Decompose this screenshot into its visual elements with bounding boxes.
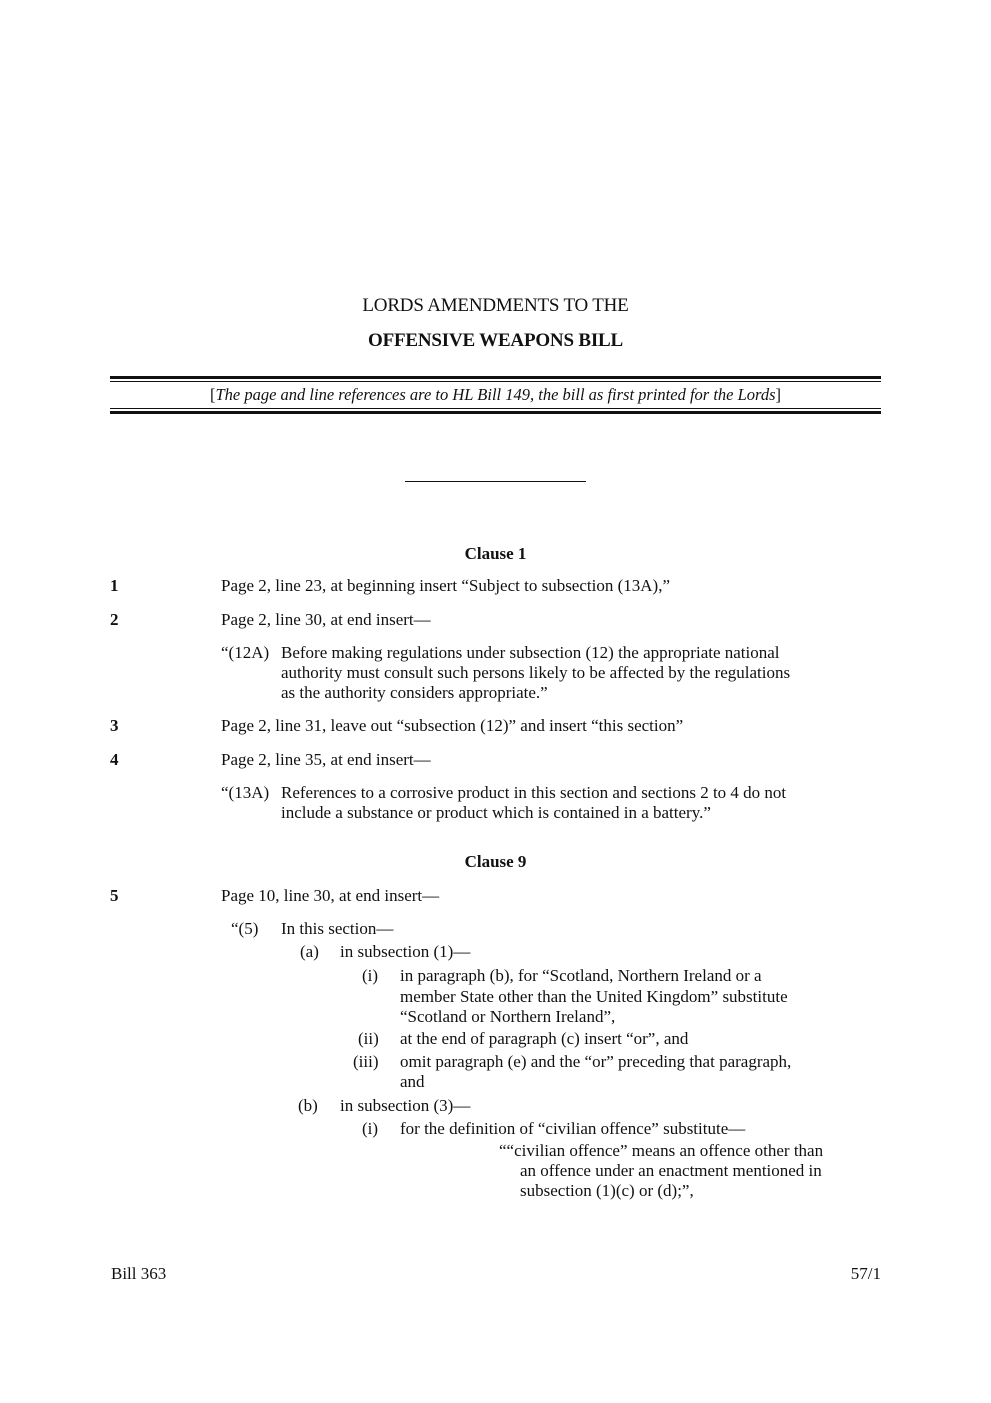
insert-text-line: as the authority considers appropriate.”	[281, 683, 548, 702]
insert-text-line: References to a corrosive product in this section and sections 2 to 4 do not	[281, 783, 787, 802]
insert-text-line: include a substance or product which is contained in a battery.”	[281, 803, 711, 822]
top-thick-rule	[110, 376, 881, 379]
subitem-text	[400, 966, 881, 1028]
subitem-label: (i)	[362, 966, 379, 985]
document-title-line1: LORDS AMENDMENTS TO THE	[362, 295, 629, 316]
item-label: (a)	[300, 942, 319, 961]
subsection-label: “(5)	[231, 919, 259, 938]
top-thin-rule	[110, 381, 881, 382]
note-open-bracket: [	[209, 385, 216, 404]
item-label: (b)	[298, 1096, 318, 1115]
insert-text-line: authority must consult such persons likely to be affected by the regulations	[281, 663, 791, 682]
bottom-thin-rule	[110, 408, 881, 409]
insert-text-line: Before making regulations under subsection (12) the appropriate national	[281, 643, 780, 662]
subitem-label: (ii)	[358, 1029, 379, 1048]
separator-rule	[405, 481, 586, 482]
reference-note	[110, 385, 881, 405]
definition-line: subsection (1)(c) or (d);”,	[520, 1181, 694, 1200]
amendment-number: 5	[110, 886, 119, 905]
clause-heading: Clause 9	[464, 852, 527, 871]
subitem-text: omit paragraph (e) and the “or” preceding that paragraph,	[400, 1052, 792, 1071]
insert-label: “(12A)	[221, 643, 270, 662]
amendment-text: Page 2, line 35, at end insert—	[221, 750, 431, 769]
bill-number: Bill 363	[111, 1264, 167, 1283]
amendment-text: Page 2, line 23, at beginning insert “Subject to subsection (13A),”	[221, 576, 670, 595]
subsection-text: In this section—	[281, 919, 394, 938]
note-text: The page and line references are to HL Bill 149, the bill as first printed for the Lords	[215, 385, 776, 404]
definition-line: ““civilian offence” means an offence other than	[499, 1141, 824, 1160]
definition-line: an offence under an enactment mentioned in	[520, 1161, 822, 1180]
amendment-number: 2	[110, 610, 119, 629]
amendment-text: Page 2, line 30, at end insert—	[221, 610, 431, 629]
item-text: in subsection (3)—	[340, 1096, 471, 1115]
amendment-number: 1	[110, 576, 119, 595]
amendment-text: Page 2, line 31, leave out “subsection (12)” and insert “this section”	[221, 716, 684, 735]
subitem-text: at the end of paragraph (c) insert “or”, and	[400, 1029, 689, 1048]
insert-label: “(13A)	[221, 783, 270, 802]
amendment-text: Page 10, line 30, at end insert—	[221, 886, 440, 905]
subitem-text: and	[400, 1072, 425, 1091]
subitem-label: (i)	[362, 1119, 379, 1138]
subitem-text: for the definition of “civilian offence” substitute—	[400, 1119, 746, 1138]
subitem-line: in paragraph (b), for “Scotland, Northern Ireland or a	[400, 966, 762, 985]
subitem-line: member State other than the United Kingdom” substitute	[400, 986, 788, 1006]
bottom-thick-rule	[110, 411, 881, 414]
subitem-line: “Scotland or Northern Ireland”,	[400, 1007, 616, 1026]
subitem-label: (iii)	[353, 1052, 379, 1071]
note-close-bracket: ]	[775, 385, 782, 404]
amendment-number: 3	[110, 716, 119, 735]
item-text: in subsection (1)—	[340, 942, 471, 961]
clause-heading: Clause 1	[464, 544, 527, 563]
amendment-number: 4	[110, 750, 119, 769]
document-title-bill-name: OFFENSIVE WEAPONS BILL	[368, 330, 623, 351]
print-reference: 57/1	[850, 1264, 881, 1283]
